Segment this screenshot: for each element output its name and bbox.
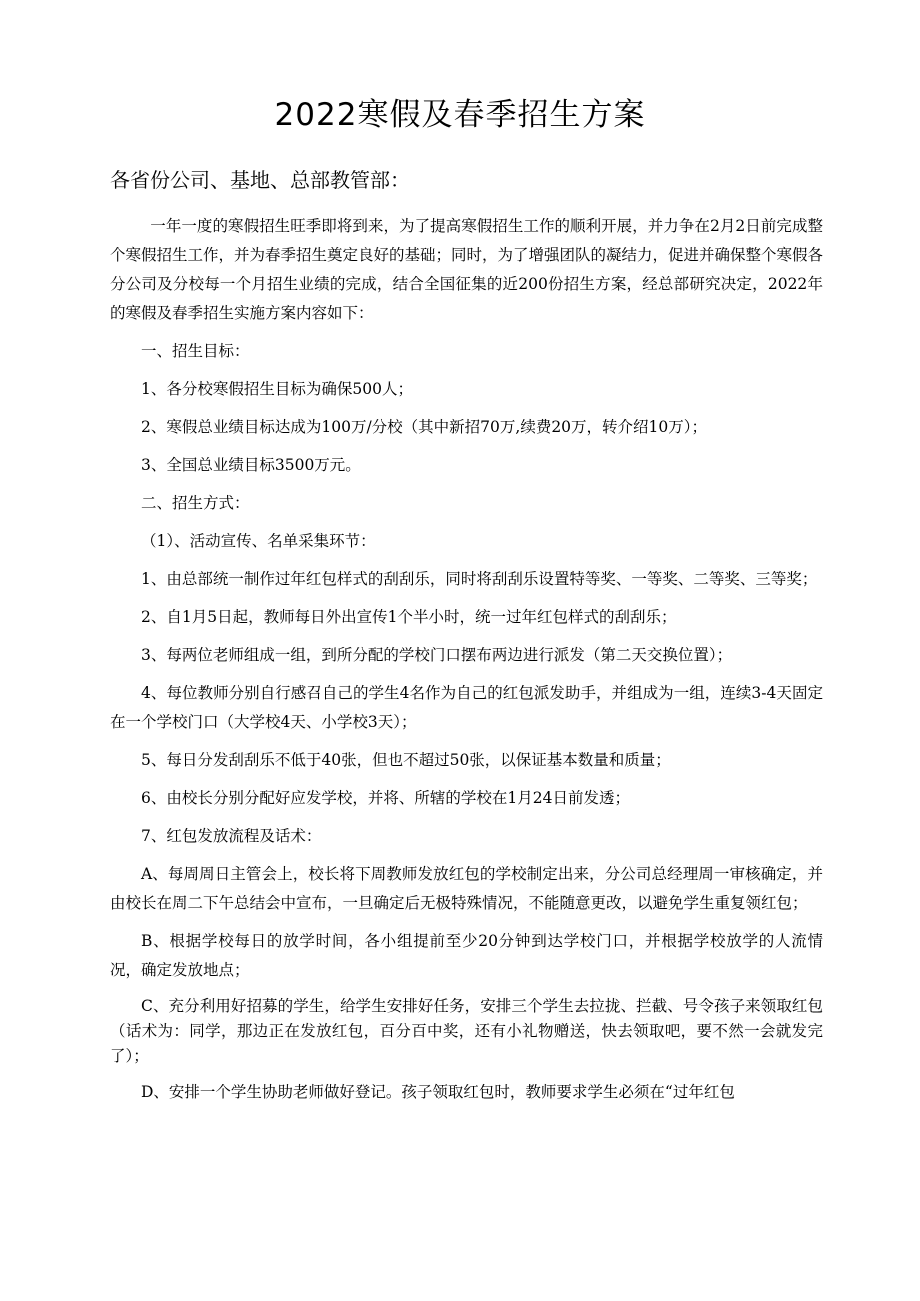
goal-item: 3、全国总业绩目标3500万元。 [141,456,361,474]
step-item: 5、每日分发刮刮乐不低于40张，但也不超过50张，以保证基本数量和质量； [141,751,671,769]
subsection-heading: （1）、活动宣传、名单采集环节： [141,532,376,550]
section-heading-methods: 二、招生方式： [141,494,250,512]
goal-item: 2、寒假总业绩目标达成为100万/分校（其中新招70万,续费20万，转介绍10万）； [141,418,708,436]
step-item: 3、每两位老师组成一组，到所分配的学校门口摆布两边进行派发（第二天交换位置）； [141,646,733,664]
intro-paragraph: 一年一度的寒假招生旺季即将到来，为了提高寒假招生工作的顺利开展，并力争在2月2日前完成整个寒假招生工作，并为春季招生奠定良好的基础；同时，为了增强团队的凝结力，促进并确保整个寒假各分公司及分校每一个月招生业绩的完成，结合全国征集的近200份招生方案，经总部研究决定，2022年的寒假及春季招生实施方案内容如下： [110,217,824,322]
step-item: 2、自1月5日起，教师每日外出宣传1个半小时，统一过年红包样式的刮刮乐； [141,608,677,626]
document-title: 2022寒假及春季招生方案 [274,97,646,133]
step-item: 6、由校长分别分配好应发学校，并将、所辖的学校在1月24日前发透； [141,789,630,807]
salutation: 各省份公司、基地、总部教管部： [110,168,410,192]
step-item: 1、由总部统一制作过年红包样式的刮刮乐，同时将刮刮乐设置特等奖、一等奖、二等奖、三等奖； [141,570,818,588]
section-heading-goals: 一、招生目标： [141,342,250,360]
process-item: D、安排一个学生协助老师做好登记。孩子领取红包时，教师要求学生必须在“过年红包 [141,1083,735,1101]
step-item: 4、每位教师分别自行感召自己的学生4名作为自己的红包派发助手，并组成为一组，连续3-4天固定在一个学校门口（大学校4天、小学校3天）； [110,684,823,731]
step-item: 7、红包发放流程及话术： [141,827,322,845]
process-item: C、充分利用好招募的学生，给学生安排好任务，安排三个学生去拉拢、拦截、号令孩子来领取红包（话术为：同学，那边正在发放红包，百分百中奖，还有小礼物赠送，快去领取吧，要不然一会就发完了）； [110,997,823,1065]
process-item: A、每周周日主管会上，校长将下周教师发放红包的学校制定出来，分公司总经理周一审核确定，并由校长在周二下午总结会中宣布，一旦确定后无极特殊情况，不能随意更改，以避免学生重复领红包； [110,865,823,912]
document-body [110,212,823,1116]
process-item: B、根据学校每日的放学时间，各小组提前至少20分钟到达学校门口，并根据学校放学的人流情况，确定发放地点； [110,932,823,979]
goal-item: 1、各分校寒假招生目标为确保500人； [141,380,413,398]
